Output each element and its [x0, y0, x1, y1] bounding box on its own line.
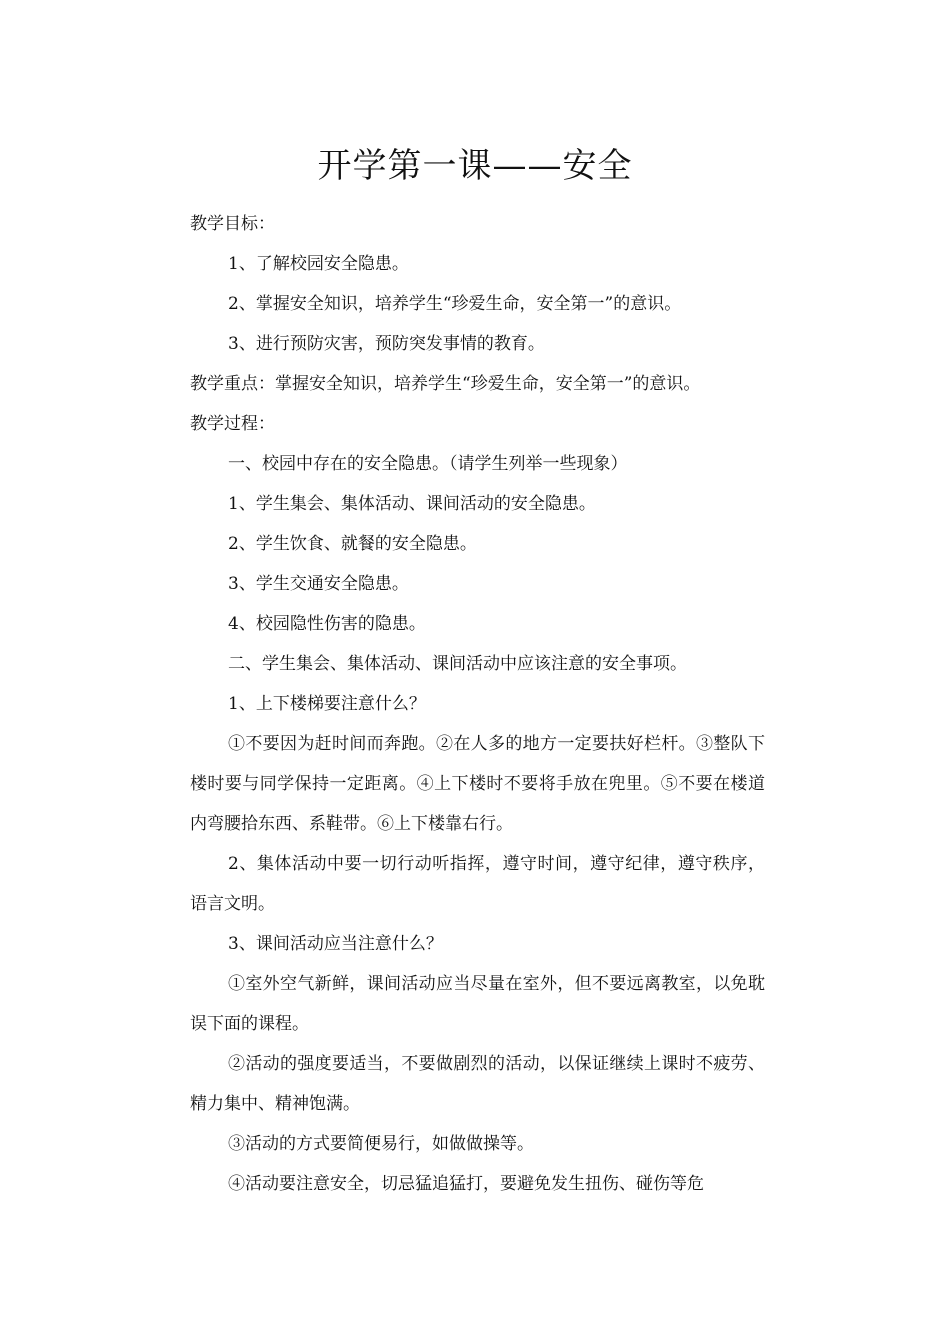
- document-body: [190, 204, 765, 1204]
- paragraph: 教学重点：掌握安全知识，培养学生“珍爱生命，安全第一”的意识。: [190, 374, 701, 394]
- paragraph: 3、课间活动应当注意什么？: [228, 934, 443, 954]
- paragraph: 4、校园隐性伤害的隐患。: [228, 614, 426, 634]
- paragraph: 1、了解校园安全隐患。: [228, 254, 409, 274]
- paragraph: 教学目标：: [190, 214, 275, 234]
- paragraph: 2、学生饮食、就餐的安全隐患。: [228, 534, 477, 554]
- document-title: 开学第一课——安全: [317, 146, 633, 186]
- paragraph: 1、学生集会、集体活动、课间活动的安全隐患。: [228, 494, 596, 514]
- paragraph: 教学过程：: [190, 414, 275, 434]
- paragraph: ②活动的强度要适当，不要做剧烈的活动，以保证继续上课时不疲劳、精力集中、精神饱满。: [190, 1054, 765, 1114]
- paragraph: ①不要因为赶时间而奔跑。②在人多的地方一定要扶好栏杆。③整队下楼时要与同学保持一定距离。④上下楼时不要将手放在兜里。⑤不要在楼道内弯腰拾东西、系鞋带。⑥上下楼靠右行。: [190, 734, 765, 834]
- paragraph: 2、集体活动中要一切行动听指挥，遵守时间，遵守纪律，遵守秩序，语言文明。: [190, 854, 765, 914]
- paragraph: 2、掌握安全知识，培养学生“珍爱生命，安全第一”的意识。: [228, 294, 682, 314]
- paragraph: ③活动的方式要简便易行，如做做操等。: [228, 1134, 534, 1154]
- paragraph: ④活动要注意安全，切忌猛追猛打，要避免发生扭伤、碰伤等危: [228, 1174, 704, 1194]
- paragraph: 一、校园中存在的安全隐患。（请学生列举一些现象）: [228, 454, 628, 474]
- paragraph: 1、上下楼梯要注意什么？: [228, 694, 426, 714]
- paragraph: 3、进行预防灾害，预防突发事情的教育。: [228, 334, 545, 354]
- paragraph: ①室外空气新鲜，课间活动应当尽量在室外，但不要远离教室，以免耽误下面的课程。: [190, 974, 765, 1034]
- paragraph: 3、学生交通安全隐患。: [228, 574, 409, 594]
- paragraph: 二、学生集会、集体活动、课间活动中应该注意的安全事项。: [228, 654, 687, 674]
